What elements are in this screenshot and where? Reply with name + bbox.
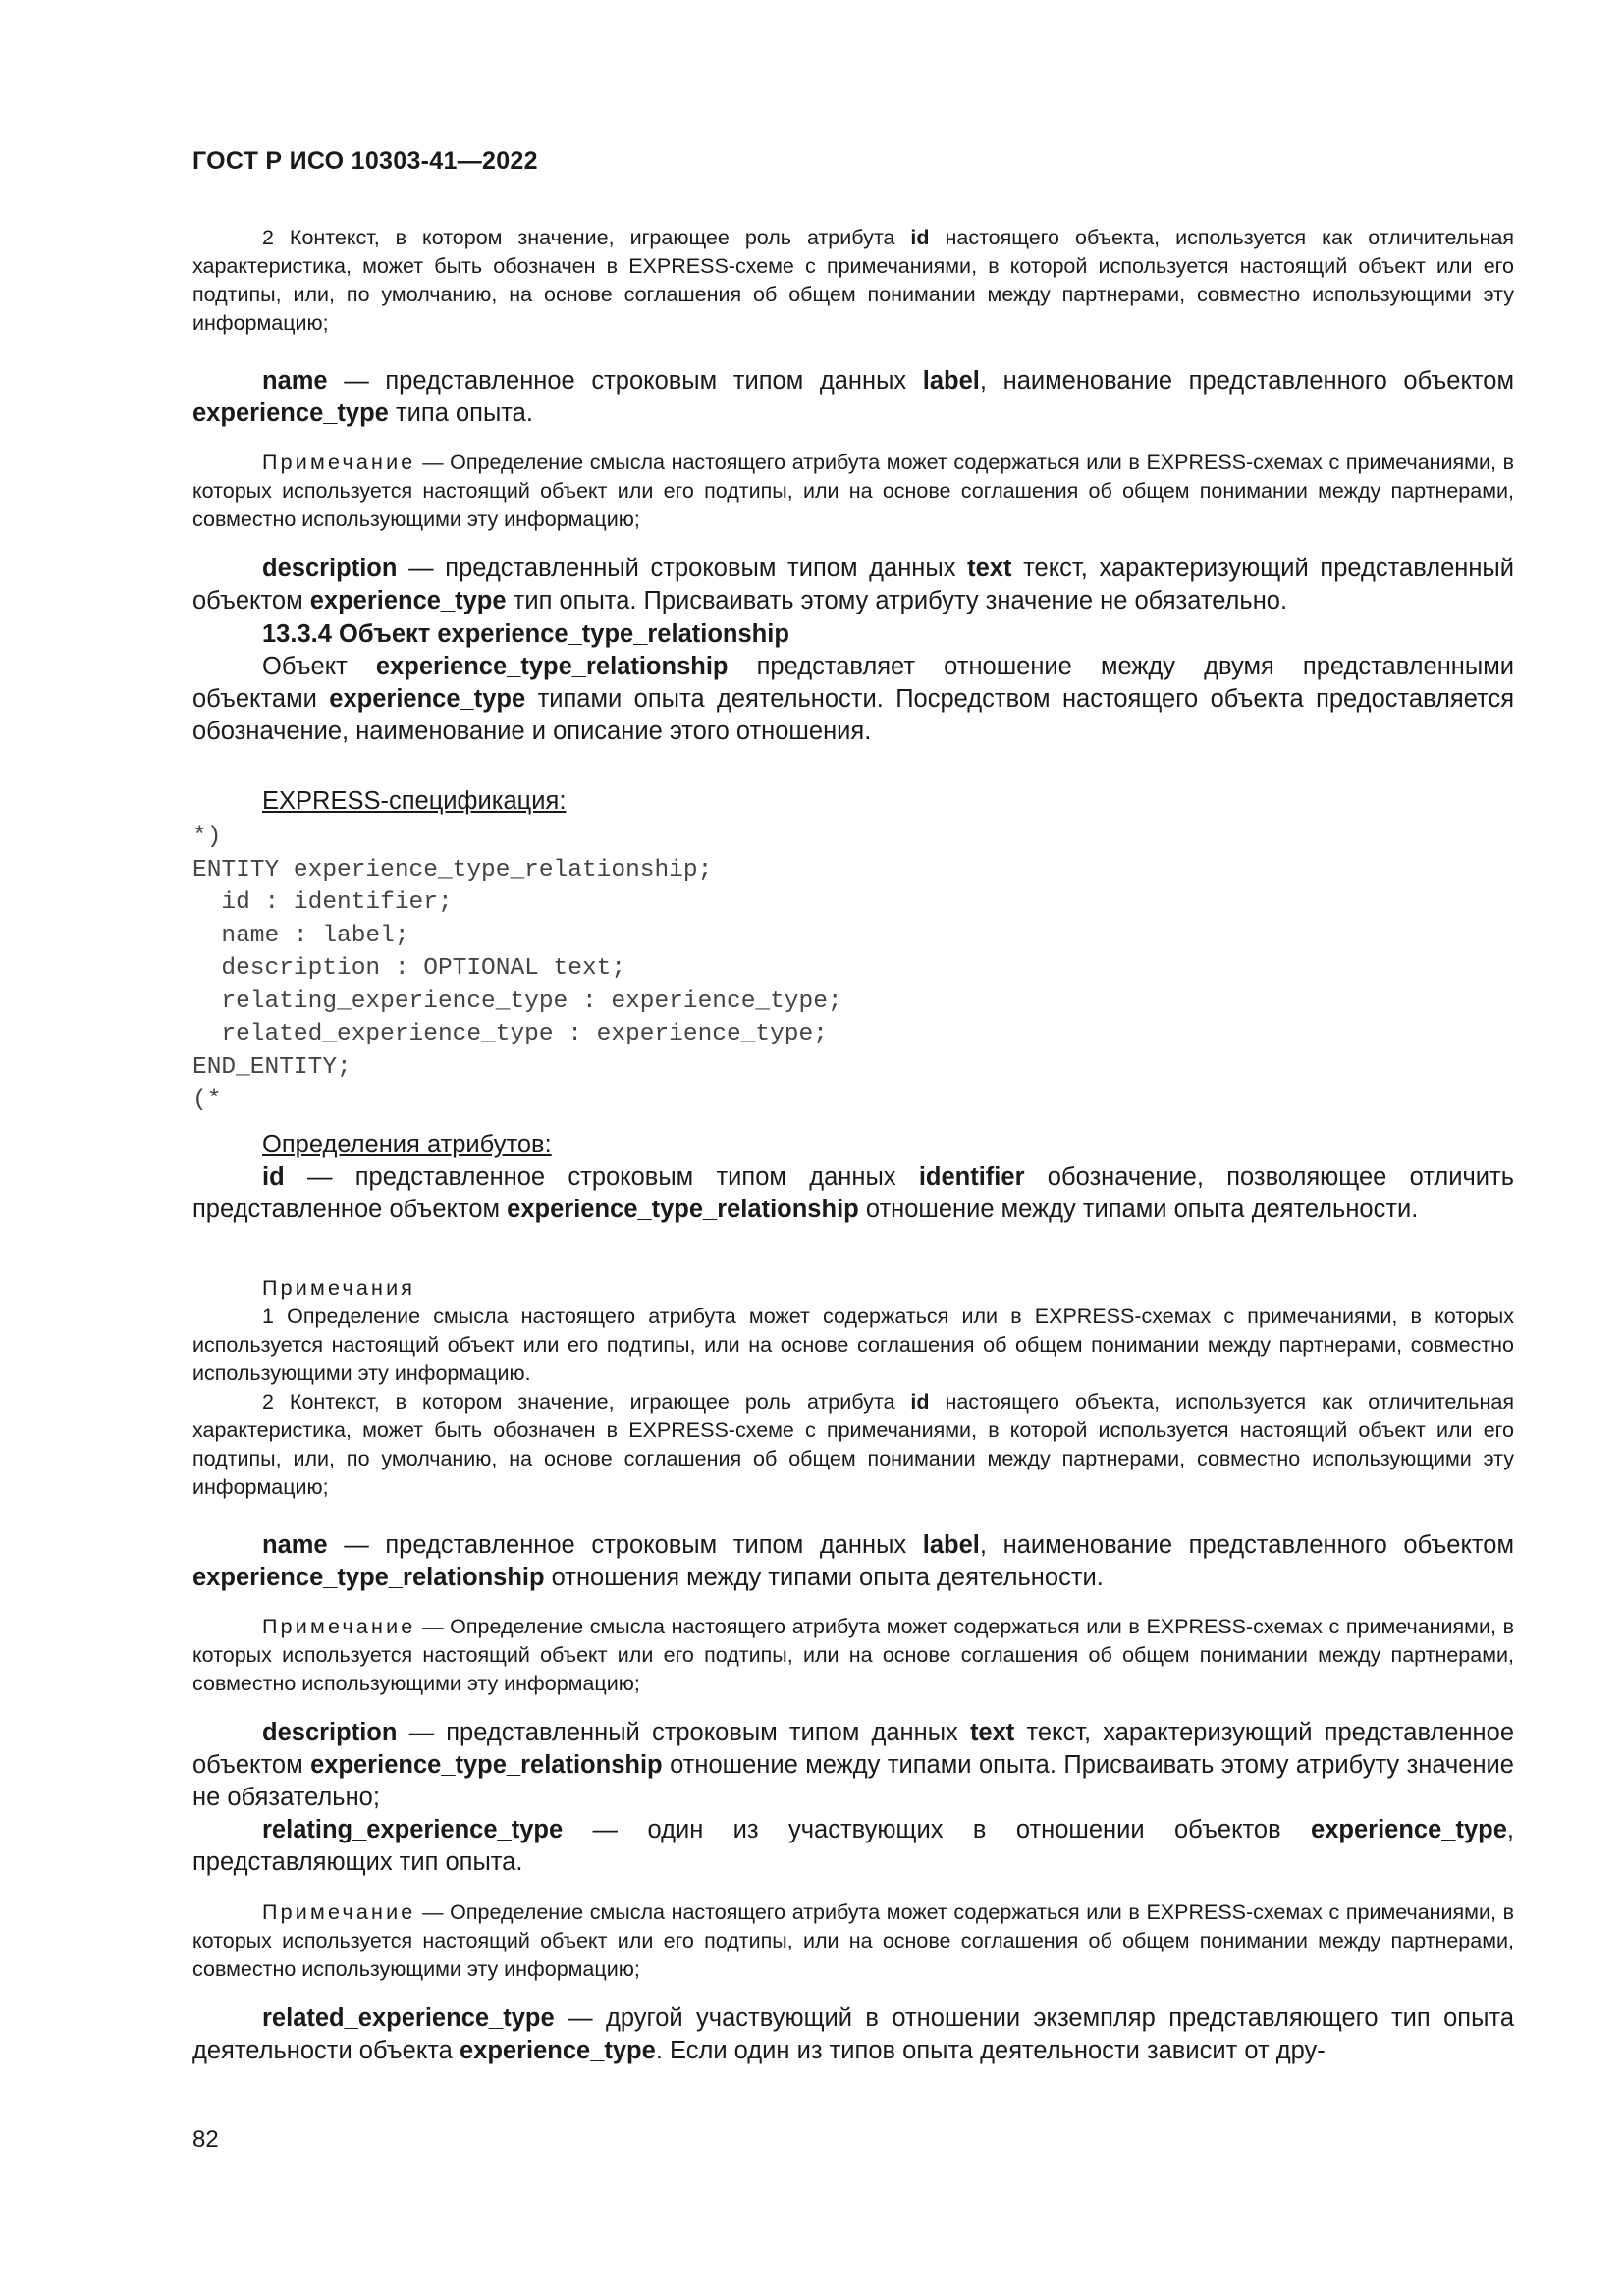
attr-name-relationship: name — представленное строковым типом данных label, наименование представленного объектом experience_type_relationship отношения между типами опыта деятельности. xyxy=(192,1531,1514,1591)
page-header: ГОСТ Р ИСО 10303-41—2022 xyxy=(192,147,538,175)
code-line: name : label; xyxy=(192,922,409,949)
code-line: ENTITY experience_type_relationship; xyxy=(192,856,713,883)
note-top: 2 Контекст, в котором значение, играющее роль атрибута id настоящего объекта, используется как отличительная характеристика, может быть обозначен в EXPRESS-схеме с примечаниями, в которой используется настоящий объект или его подтипы, или, по умолчанию, на основе соглашения об общем понимании между партнерами, совместно использующими эту информацию; xyxy=(192,226,1514,335)
code-line: *) xyxy=(192,824,222,850)
attr-description-experience-type: description — представленный строковым типом данных text текст, характеризующий представленный объектом experience_type тип опыта. Присваивать этому атрибуту значение не обязательно. xyxy=(192,555,1514,614)
code-line: END_ENTITY; xyxy=(192,1053,352,1081)
code-line: id : identifier; xyxy=(192,889,453,916)
attr-defs-label: Определения атрибутов: xyxy=(262,1131,552,1158)
section-heading: 13.3.4 Объект experience_type_relationship xyxy=(262,620,789,648)
attr-relating-experience-type: relating_experience_type — один из участвующих в отношении объектов experience_type, представляющих тип опыта. xyxy=(192,1816,1514,1876)
express-spec-label: EXPRESS-спецификация: xyxy=(262,787,567,815)
page-number: 82 xyxy=(192,2126,219,2153)
note-relating: Примечание — Определение смысла настоящего атрибута может содержаться или в EXPRESS-схемах с примечаниями, в которых используется настоящий объект или его подтипы, или на основе соглашения об общем понимании между партнерами, совместно использующими эту информацию; xyxy=(192,1900,1514,1981)
attr-id: id — представленное строковым типом данных identifier обозначение, позволяющее отличить представленное объектом experience_type_relationship отношение между типами опыта деятельности. xyxy=(192,1163,1514,1223)
attr-related-experience-type: related_experience_type — другой участвующий в отношении экземпляр представляющего тип опыта деятельности объекта experience_type. Если один из типов опыта деятельности зависит от дру- xyxy=(192,2004,1514,2064)
note-id-1: 1 Определение смысла настоящего атрибута может содержаться или в EXPRESS-схемах с примечаниями, в которых используется настоящий объект или его подтипы, или на основе соглашения об общем понимании между партнерами, совместно использующими эту информацию. xyxy=(192,1305,1514,1385)
code-line: (* xyxy=(192,1087,222,1113)
note-name-experience-type: Примечание — Определение смысла настоящего атрибута может содержаться или в EXPRESS-схемах с примечаниями, в которых используется настоящий объект или его подтипы, или на основе соглашения об общем понимании между партнерами, совместно использующими эту информацию; xyxy=(192,451,1514,531)
note-id-2: 2 Контекст, в котором значение, играющее роль атрибута id настоящего объекта, используется как отличительная характеристика, может быть обозначен в EXPRESS-схеме с примечаниями, в которой используется настоящий объект или его подтипы, или, по умолчанию, на основе соглашения об общем понимании между партнерами, совместно использующими эту информацию; xyxy=(192,1390,1514,1499)
code-line: description : OPTIONAL text; xyxy=(192,955,626,982)
entity-intro: Объект experience_type_relationship представляет отношение между двумя представленными объектами experience_type типами опыта деятельности. Посредством настоящего объекта предоставляется обозначение, наименование и описание этого отношения. xyxy=(192,653,1515,745)
express-code-block xyxy=(192,821,842,1117)
notes-label: Примечания xyxy=(262,1276,416,1300)
attr-name-experience-type: name — представленное строковым типом данных label, наименование представленного объектом experience_type типа опыта. xyxy=(192,367,1514,427)
code-line: related_experience_type : experience_type; xyxy=(192,1021,828,1047)
note-name-relationship: Примечание — Определение смысла настоящего атрибута может содержаться или в EXPRESS-схемах с примечаниями, в которых используется настоящий объект или его подтипы, или на основе соглашения об общем понимании между партнерами, совместно использующими эту информацию; xyxy=(192,1615,1514,1695)
code-line: relating_experience_type : experience_type; xyxy=(192,988,842,1015)
attr-description-relationship: description — представленный строковым типом данных text текст, характеризующий представленное объектом experience_type_relationship отношение между типами опыта. Присваивать этому атрибуту значение не обязательно; xyxy=(192,1719,1514,1811)
